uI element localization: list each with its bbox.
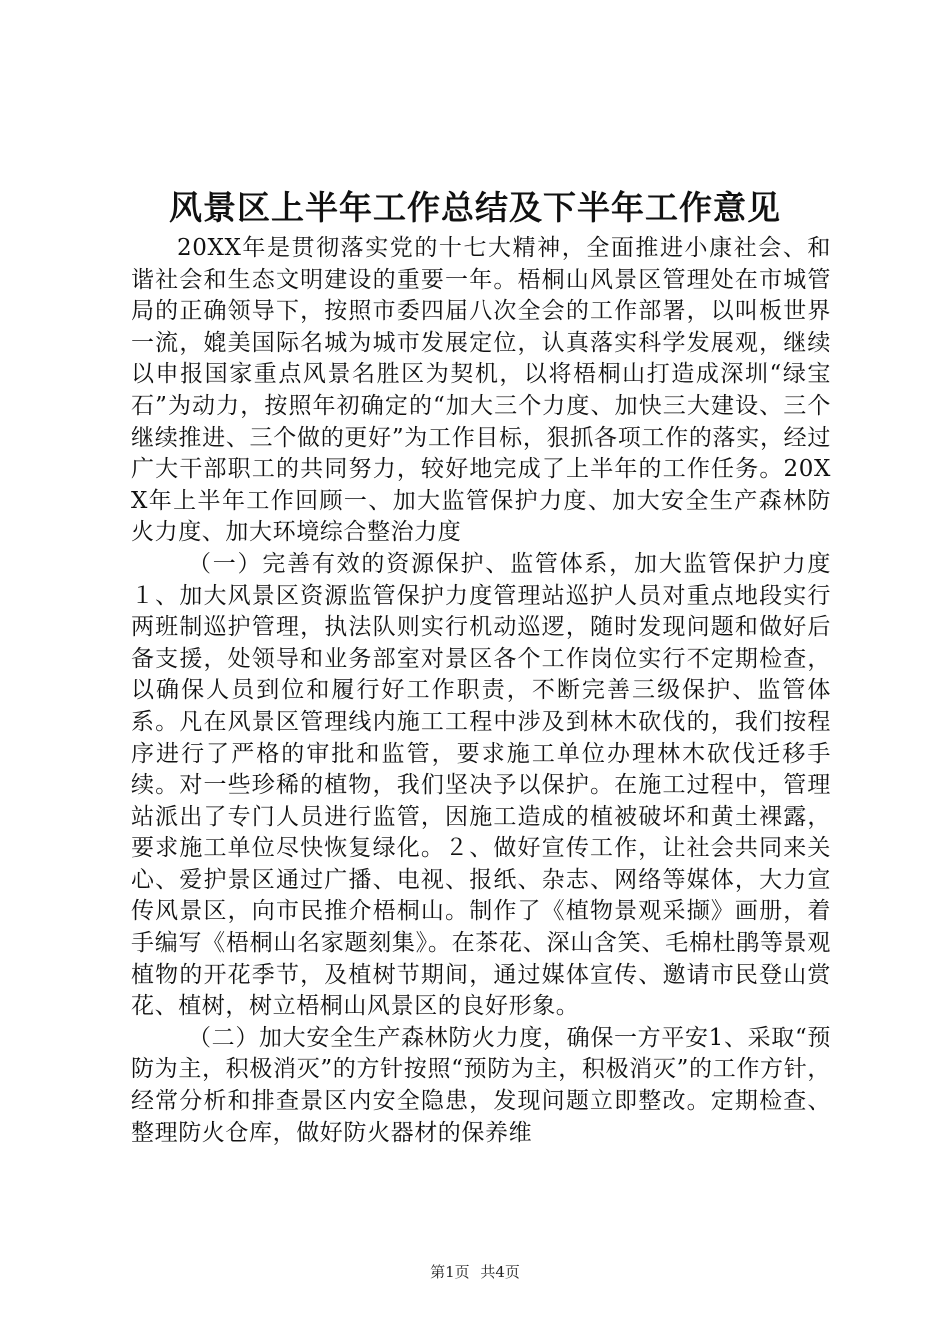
paragraph-intro: 20XX年是贯彻落实党的十七大精神，全面推进小康社会、和谐社会和生态文明建设的重要一年。梧桐山风景区管理处在市城管局的正确领导下，按照市委四届八次全会的工作部署，以叫板世界一流，媲美国际名城为城市发展定位，认真落实科学发展观，继续以申报国家重点风景名胜区为契机，以将梧桐山打造成深圳“绿宝石”为动力，按照年初确定的“加大三个力度、加快三大建设、三个继续推进、三个做的更好”为工作目标，狠抓各项工作的落实，经过广大干部职工的共同努力，较好地完成了上半年的工作任务。20XX年上半年工作回顾一、加大监管保护力度、加大安全生产森林防火力度、加大环境综合整治力度 (131, 235, 831, 546)
page-number: 第1页 (430, 1263, 470, 1281)
paragraph-section-2: （二）加大安全生产森林防火力度，确保一方平安1、采取“预防为主，积极消灭”的方针按照“预防为主，积极消灭”的工作方针，经常分析和排查景区内安全隐患，发现问题立即整改。定期检查、整理防火仓库，做好防火器材的保养维 (131, 1024, 831, 1146)
document-title: 风景区上半年工作总结及下半年工作意见 (169, 188, 781, 227)
page-footer (0, 1262, 950, 1282)
paragraph-section-1: （一）完善有效的资源保护、监管体系，加大监管保护力度１、加大风景区资源监管保护力度管理站巡护人员对重点地段实行两班制巡护管理，执法队则实行机动巡逻，随时发现问题和做好后备支援，处领导和业务部室对景区各个工作岗位实行不定期检查，以确保人员到位和履行好工作职责，不断完善三级保护、监管体系。凡在风景区管理线内施工工程中涉及到林木砍伐的，我们按程序进行了严格的审批和监管，要求施工单位办理林木砍伐迁移手续。对一些珍稀的植物，我们坚决予以保护。在施工过程中，管理站派出了专门人员进行监管，因施工造成的植被破坏和黄土裸露，要求施工单位尽快恢复绿化。２、做好宣传工作，让社会共同来关心、爱护景区通过广播、电视、报纸、杂志、网络等媒体，大力宣传风景区，向市民推介梧桐山。制作了《植物景观采撷》画册，着手编写《梧桐山名家题刻集》。在茶花、深山含笑、毛棉杜鹃等景观植物的开花季节，及植树节期间，通过媒体宣传、邀请市民登山赏花、植树，树立梧桐山风景区的良好形象。 (131, 550, 831, 1020)
document-body (131, 233, 831, 1149)
page-total: 共4页 (480, 1263, 520, 1281)
